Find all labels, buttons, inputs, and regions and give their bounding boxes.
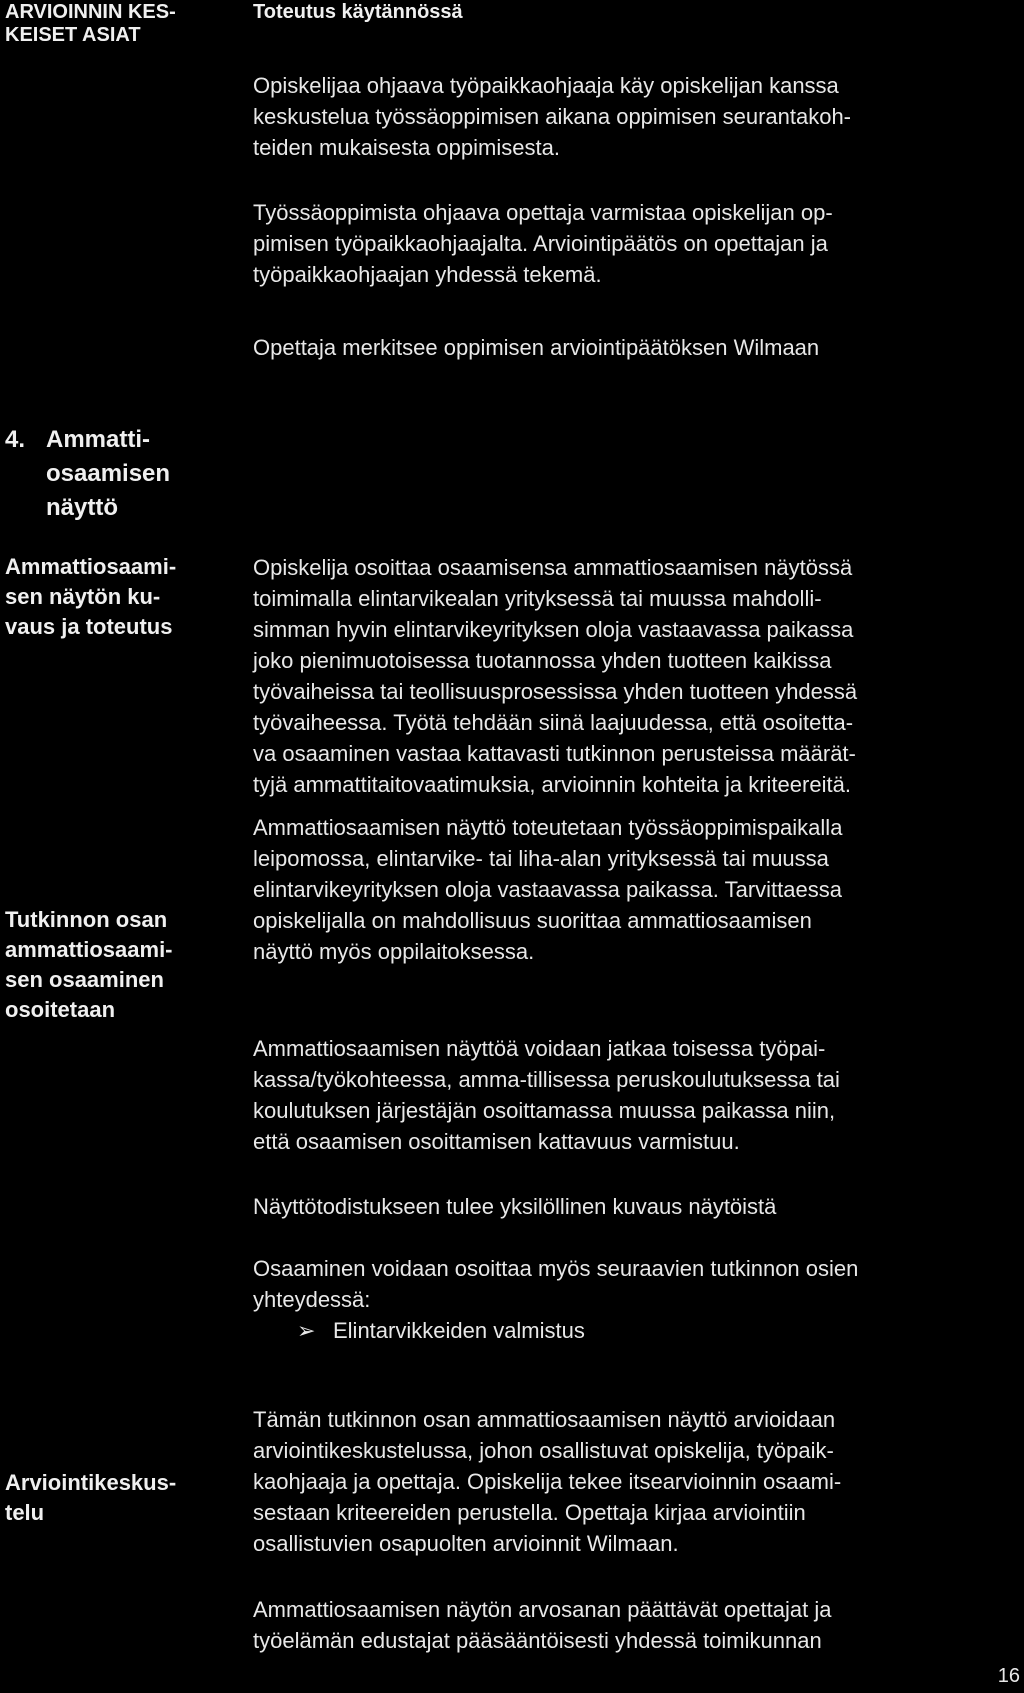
paragraph-grade-decision: Ammattiosaamisen näytön arvosanan päättävät opettajat ja työelämän edustajat pääsääntöisesti yhdessä toimikunnan	[253, 1597, 832, 1653]
paragraph-assessment-discussion: Tämän tutkinnon osan ammattiosaamisen näyttö arvioidaan arviointikeskustelussa, johon osallistuvat opiskelija, työpaik- kaohjaaja ja opettaja. Opiskelija tekee itsearvioinnin osaami- sestaan kriteereiden perustella. Opettaja kirjaa arviointiin osallistuvien osapuolten arvioinnit Wilmaan.	[253, 1407, 842, 1556]
list-item-label: Elintarvikkeiden valmistus	[333, 1318, 585, 1343]
list-item	[297, 1315, 585, 1346]
paragraph-learning-discussion: Opiskelijaa ohjaava työpaikkaohjaaja käy opiskelijan kanssa keskustelua työssäoppimisen aikana oppimisen seurantakoh- teiden mukaisesta oppimisesta.	[253, 73, 852, 160]
paragraph-demonstration-place: Ammattiosaamisen näyttö toteutetaan työssäoppimispaikalla leipomossa, elintarvike- tai liha-alan yrityksessä tai muussa elintarvikeyrityksen oloja vastaavassa paikassa. Tarvittaessa opiskelijalla on mahdollisuus suorittaa ammattiosaamisen näyttö myös oppilaitoksessa.	[253, 815, 843, 964]
section-label-description: Ammattiosaami- sen näytön ku- vaus ja toteutus	[5, 554, 177, 639]
step-number: 4.	[5, 426, 26, 453]
header-left-column-title: ARVIOINNIN KES- KEISET ASIAT	[5, 1, 176, 46]
header-right-column-title: Toteutus käytännössä	[253, 1, 463, 23]
paragraph-certificate: Näyttötodistukseen tulee yksilöllinen kuvaus näytöistä	[253, 1194, 777, 1219]
section-label-demonstration-place: Tutkinnon osan ammattiosaami- sen osaaminen osoitetaan	[5, 907, 173, 1022]
paragraph-teacher-verification: Työssäoppimista ohjaava opettaja varmistaa opiskelijan op- pimisen työpaikkaohjaajalta. Arviointipäätös on opettajan ja työpaikkaohjaajan yhdessä tekemä.	[253, 200, 833, 287]
page-number: 16	[997, 1665, 1020, 1687]
paragraph-other-units: Osaaminen voidaan osoittaa myös seuraavien tutkinnon osien yhteydessä:	[253, 1256, 859, 1312]
paragraph-wilma-entry: Opettaja merkitsee oppimisen arviointipäätöksen Wilmaan	[253, 335, 820, 360]
arrow-bullet-icon: ➢	[297, 1318, 316, 1343]
section-description-text: Opiskelija osoittaa osaamisensa ammattiosaamisen näytössä toimimalla elintarvikealan yrityksessä tai muussa mahdolli- simman hyvin elintarvikeyrityksen oloja vastaavassa paikassa joko pienimuotoisessa tuotannossa yhden tuotteen kaikissa työvaiheissa tai teollisuusprosessissa yhden tuotteen yhdessä työvaiheessa. Työtä tehdään siinä laajuudessa, että osoitetta- va osaaminen vastaa kattavasti tutkinnon perusteissa määrät- tyjä ammattitaitovaatimuksia, arvioinnin kohteita ja kriteereitä.	[253, 555, 858, 797]
section-label-assessment-discussion: Arviointikeskus- telu	[5, 1470, 177, 1525]
paragraph-demonstration-continuation: Ammattiosaamisen näyttöä voidaan jatkaa toisessa työpai- kassa/työkohteessa, amma-tillisessa peruskoulutuksessa tai koulutuksen järjestäjän osoittamassa muussa paikassa niin, että osaamisen osoittamisen kattavuus varmistuu.	[253, 1036, 840, 1154]
step-title: Ammatti- osaamisen näyttö	[46, 426, 171, 521]
